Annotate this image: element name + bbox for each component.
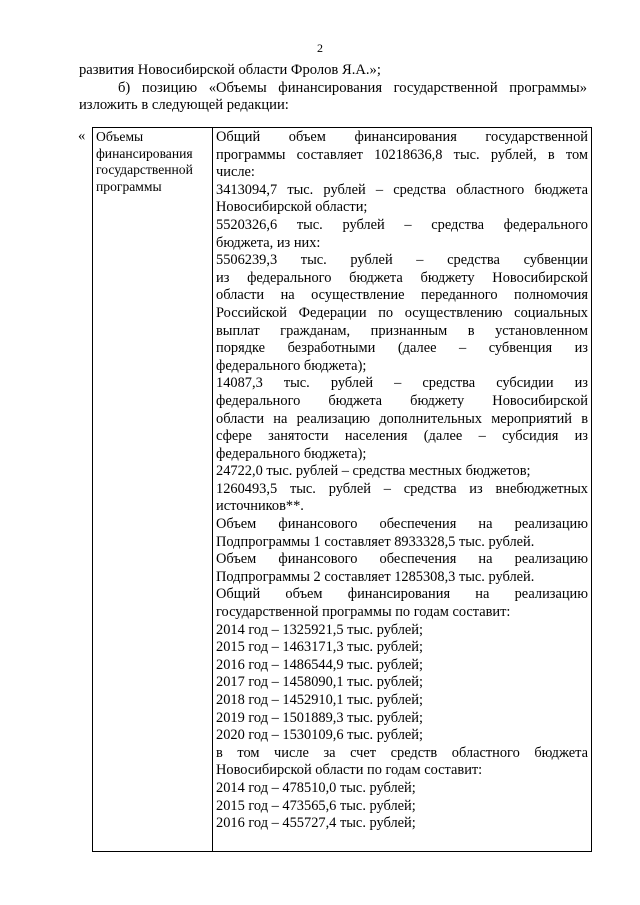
content-line: числе: bbox=[216, 164, 255, 181]
content-line: 2015 год – 1463171,3 тыс. рублей; bbox=[216, 639, 423, 656]
content-line: федерального бюджета); bbox=[216, 445, 367, 462]
content-line: 2015 год – 473565,6 тыс. рублей; bbox=[216, 797, 416, 814]
content-line: Новосибирской области; bbox=[216, 199, 368, 216]
content-line: программы составляет 10218636,8 тыс. рублей, в том bbox=[216, 146, 588, 163]
intro-line-2: б) позицию «Объемы финансирования государственной программы» bbox=[118, 80, 587, 96]
content-line: 2020 год – 1530109,6 тыс. рублей; bbox=[216, 727, 423, 744]
content-line: Объем финансового обеспечения на реализацию bbox=[216, 551, 588, 568]
content-line: 3413094,7 тыс. рублей – средства областного бюджета bbox=[216, 181, 588, 198]
content-line: бюджета, из них: bbox=[216, 234, 321, 251]
label-line: финансирования bbox=[96, 145, 193, 161]
content-line: 2017 год – 1458090,1 тыс. рублей; bbox=[216, 674, 423, 691]
content-line: из федерального бюджета бюджету Новосибирской bbox=[216, 269, 588, 286]
content-line: 2018 год – 1452910,1 тыс. рублей; bbox=[216, 692, 423, 708]
content-line: 2014 год – 1325921,5 тыс. рублей; bbox=[216, 621, 423, 638]
content-line: 2019 год – 1501889,3 тыс. рублей; bbox=[216, 709, 423, 726]
content-line: федерального бюджета); bbox=[216, 357, 367, 374]
financing-table bbox=[92, 127, 592, 852]
content-line: Российской Федерации по осуществлению социальных bbox=[216, 304, 588, 321]
intro-line-1: развития Новосибирской области Фролов Я.А.»; bbox=[79, 62, 381, 78]
label-line: Объемы bbox=[96, 129, 144, 144]
content-line: государственной программы по годам составит: bbox=[216, 604, 511, 621]
content-line: федерального бюджета бюджету Новосибирской bbox=[216, 392, 588, 409]
content-line: 24722,0 тыс. рублей – средства местных бюджетов; bbox=[216, 463, 531, 480]
content-line: области на реализацию дополнительных мероприятий в bbox=[216, 410, 588, 427]
opening-quote-mark: « bbox=[78, 128, 86, 144]
content-line: в том числе за счет средств областного бюджета bbox=[216, 744, 588, 761]
label-line: программы bbox=[96, 178, 162, 194]
content-line: Новосибирской области по годам составит: bbox=[216, 762, 483, 779]
content-line: 14087,3 тыс. рублей – средства субсидии из bbox=[216, 375, 588, 392]
content-line: 2014 год – 478510,0 тыс. рублей; bbox=[216, 779, 416, 796]
content-line: Общий объем финансирования на реализацию bbox=[216, 586, 588, 603]
content-line: 5506239,3 тыс. рублей – средства субвенции bbox=[216, 252, 588, 269]
intro-line-3: изложить в следующей редакции: bbox=[79, 97, 289, 113]
content-line: Общий объем финансирования государственной bbox=[216, 129, 588, 145]
content-line: выплат гражданам, признанным в установленном bbox=[216, 322, 588, 339]
table-row bbox=[93, 128, 592, 852]
content-line: области на осуществление переданного полномочия bbox=[216, 287, 588, 304]
content-line: Объем финансового обеспечения на реализацию bbox=[216, 516, 588, 533]
label-line: государственной bbox=[96, 162, 193, 177]
position-content-cell bbox=[213, 128, 592, 852]
page-number: 2 bbox=[317, 41, 323, 55]
position-label-cell bbox=[93, 128, 213, 852]
content-line: 5520326,6 тыс. рублей – средства федерального bbox=[216, 216, 588, 233]
content-line: Подпрограммы 1 составляет 8933328,5 тыс. рублей. bbox=[216, 533, 535, 550]
content-line: 2016 год – 455727,4 тыс. рублей; bbox=[216, 815, 416, 832]
content-line: порядке безработными (далее – субвенция из bbox=[216, 340, 588, 357]
content-line: 1260493,5 тыс. рублей – средства из внебюджетных bbox=[216, 480, 588, 497]
content-line: источников**. bbox=[216, 498, 304, 515]
content-line: Подпрограммы 2 составляет 1285308,3 тыс. рублей. bbox=[216, 568, 535, 585]
content-line: сфере занятости населения (далее – субсидия из bbox=[216, 428, 588, 445]
content-line: 2016 год – 1486544,9 тыс. рублей; bbox=[216, 656, 423, 673]
